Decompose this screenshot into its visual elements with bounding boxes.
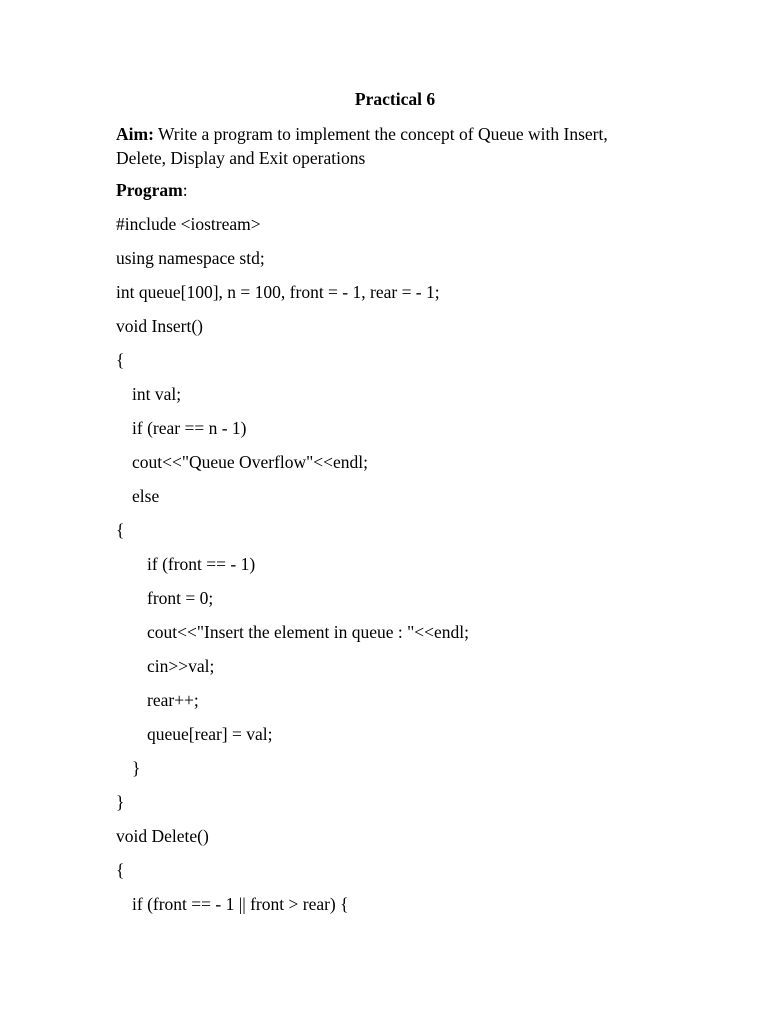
code-line: if (front == - 1 || front > rear) { bbox=[132, 894, 349, 914]
code-line: front = 0; bbox=[147, 588, 214, 608]
page-title: Practical 6 bbox=[354, 89, 436, 109]
code-line: #include <iostream> bbox=[116, 214, 261, 234]
code-line: rear++; bbox=[147, 690, 199, 710]
code-line: if (front == - 1) bbox=[147, 554, 256, 574]
program-colon: : bbox=[182, 180, 188, 200]
aim-paragraph bbox=[116, 122, 656, 170]
aim-text: Write a program to implement the concept of Queue with Insert, Delete, Display and Exit operations bbox=[116, 124, 608, 168]
code-line: using namespace std; bbox=[116, 248, 265, 268]
code-line: void Insert() bbox=[116, 316, 203, 336]
code-line: queue[rear] = val; bbox=[147, 724, 273, 744]
code-line: } bbox=[132, 758, 141, 778]
code-line: else bbox=[132, 486, 160, 506]
code-line: cin>>val; bbox=[147, 656, 215, 676]
code-line: } bbox=[116, 792, 125, 812]
code-line: int val; bbox=[132, 384, 182, 404]
code-line: void Delete() bbox=[116, 826, 209, 846]
code-line: { bbox=[116, 860, 125, 880]
aim-label: Aim: bbox=[116, 124, 154, 144]
code-line: if (rear == n - 1) bbox=[132, 418, 247, 438]
code-line: { bbox=[116, 520, 125, 540]
code-line: { bbox=[116, 350, 125, 370]
code-line: int queue[100], n = 100, front = - 1, rear = - 1; bbox=[116, 282, 440, 302]
code-line: cout<<"Queue Overflow"<<endl; bbox=[132, 452, 368, 472]
program-label: Program bbox=[116, 180, 183, 200]
program-heading bbox=[116, 180, 188, 201]
code-line: cout<<"Insert the element in queue : "<<endl; bbox=[147, 622, 470, 642]
